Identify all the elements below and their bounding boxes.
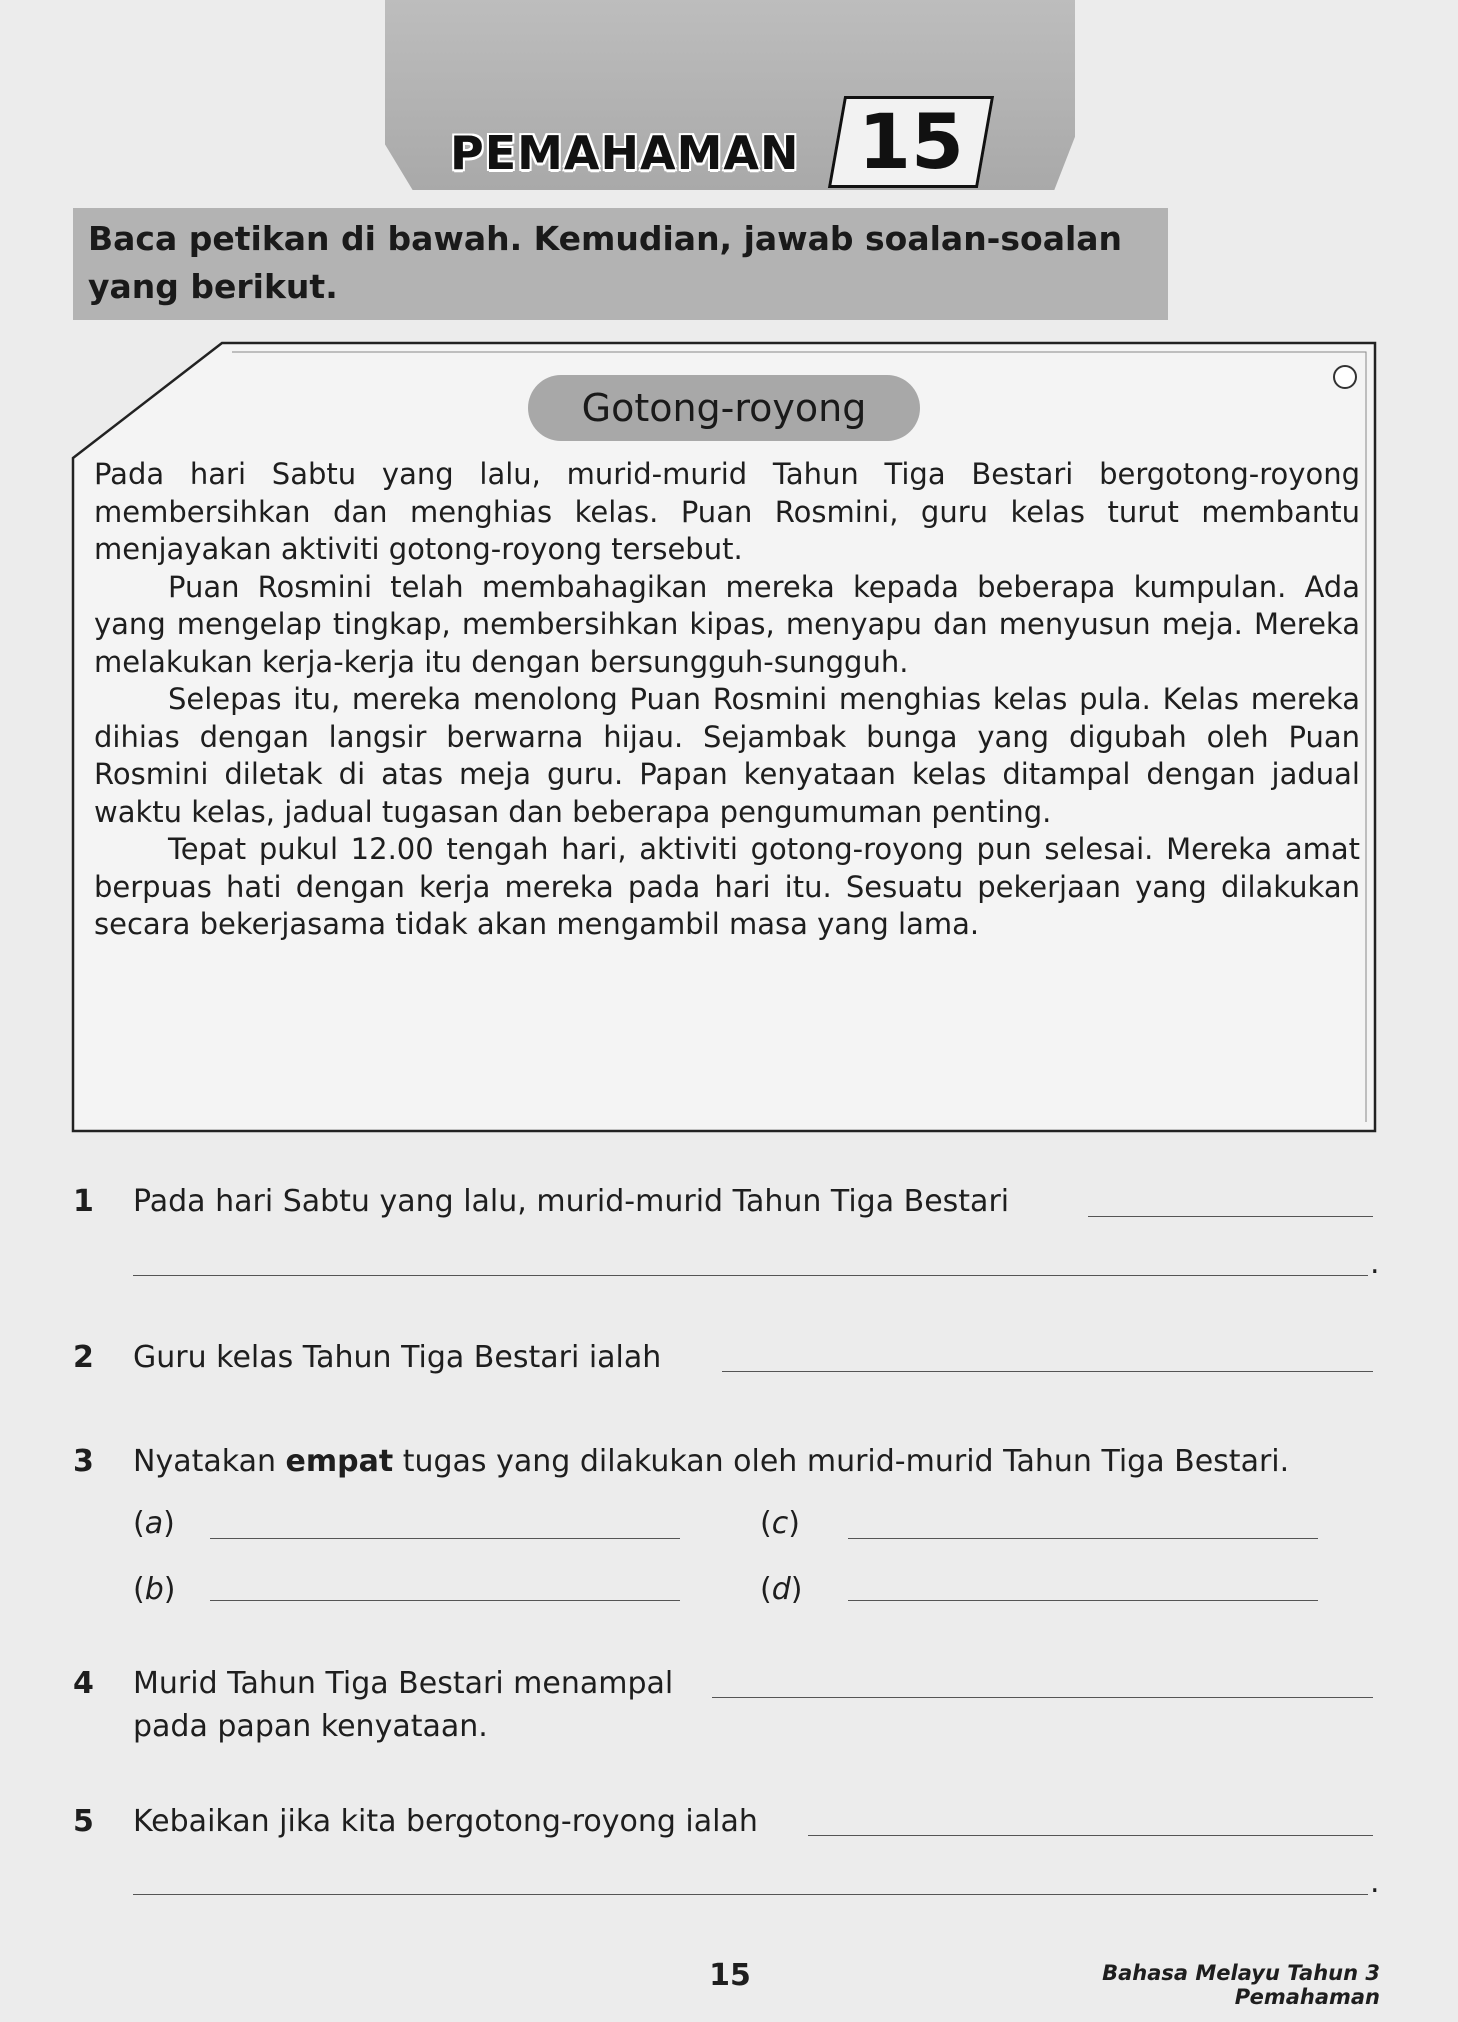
section-number: 15: [858, 97, 964, 186]
question-1-answer-line-1[interactable]: [1088, 1216, 1373, 1217]
passage-paragraph: Selepas itu, mereka menolong Puan Rosmini menghias kelas pula. Kelas mereka dihias dengan langsir berwarna hijau. Sejambak bunga yang digubah oleh Puan Rosmini diletak di atas meja guru. Papan kenyataan kelas ditampal dengan jadual waktu kelas, jadual tugasan dan beberapa pengumuman penting.: [94, 682, 1360, 829]
instruction-text: Baca petikan di bawah. Kemudian, jawab soalan-soalan yang berikut.: [88, 219, 1123, 306]
passage-title: Gotong-royong: [581, 386, 867, 430]
passage-paragraph: Tepat pukul 12.00 tengah hari, aktiviti gotong-royong pun selesai. Mereka amat berpuas hati dengan kerja mereka pada hari itu. Sesuatu pekerjaan yang dilakukan secara bekerjasama tidak akan mengambil masa yang lama.: [94, 832, 1360, 941]
question-3-label-a: (a): [133, 1506, 175, 1541]
question-4-text-line-1: Murid Tahun Tiga Bestari menampal: [133, 1666, 674, 1701]
passage-paragraph: Puan Rosmini telah membahagikan mereka kepada beberapa kumpulan. Ada yang mengelap tingkap, membersihkan kipas, menyapu dan menyusun meja. Mereka melakukan kerja-kerja itu dengan bersungguh-sungguh.: [94, 569, 1360, 679]
book-title: Bahasa Melayu Tahun 3 Pemahaman: [1102, 1961, 1380, 2009]
hole-punch-icon: [1333, 365, 1357, 389]
passage-body: [94, 456, 1360, 944]
question-4-text-line-2: pada papan kenyataan.: [133, 1709, 488, 1744]
question-1-end-mark: .: [1370, 1246, 1380, 1281]
question-3-label-d: (d): [760, 1572, 803, 1607]
question-1-text: Pada hari Sabtu yang lalu, murid-murid Tahun Tiga Bestari: [133, 1184, 1010, 1219]
question-4-number: 4: [73, 1666, 94, 1701]
section-title: PEMAHAMAN: [450, 126, 800, 180]
passage-paragraph: Pada hari Sabtu yang lalu, murid-murid Tahun Tiga Bestari bergotong-royong membersihkan dan menghias kelas. Puan Rosmini, guru kelas turut membantu menjayakan aktiviti gotong-royong tersebut.: [94, 457, 1360, 566]
question-3-answer-line-d[interactable]: [848, 1600, 1318, 1601]
question-5-answer-line-1[interactable]: [808, 1835, 1373, 1836]
question-3-number: 3: [73, 1444, 94, 1479]
question-3-answer-line-a[interactable]: [210, 1538, 680, 1539]
page-number: 15: [709, 1958, 751, 1993]
question-5-number: 5: [73, 1804, 94, 1839]
question-3-text: Nyatakan empat tugas yang dilakukan oleh murid-murid Tahun Tiga Bestari.: [133, 1444, 1290, 1479]
question-2-text: Guru kelas Tahun Tiga Bestari ialah: [133, 1340, 662, 1375]
question-4-answer-line[interactable]: [712, 1697, 1373, 1698]
question-1-number: 1: [73, 1184, 94, 1219]
question-1-answer-line-2[interactable]: [133, 1275, 1368, 1276]
question-5-end-mark: .: [1370, 1865, 1380, 1900]
question-2-number: 2: [73, 1340, 94, 1375]
question-2-answer-line[interactable]: [722, 1371, 1373, 1372]
question-5-text: Kebaikan jika kita bergotong-royong ialah: [133, 1804, 758, 1839]
question-5-answer-line-2[interactable]: [133, 1894, 1368, 1895]
question-3-label-b: (b): [133, 1572, 176, 1607]
question-3-label-c: (c): [760, 1506, 800, 1541]
question-3-answer-line-c[interactable]: [848, 1538, 1318, 1539]
question-3-emphasis: empat: [285, 1444, 394, 1479]
question-3-answer-line-b[interactable]: [210, 1600, 680, 1601]
